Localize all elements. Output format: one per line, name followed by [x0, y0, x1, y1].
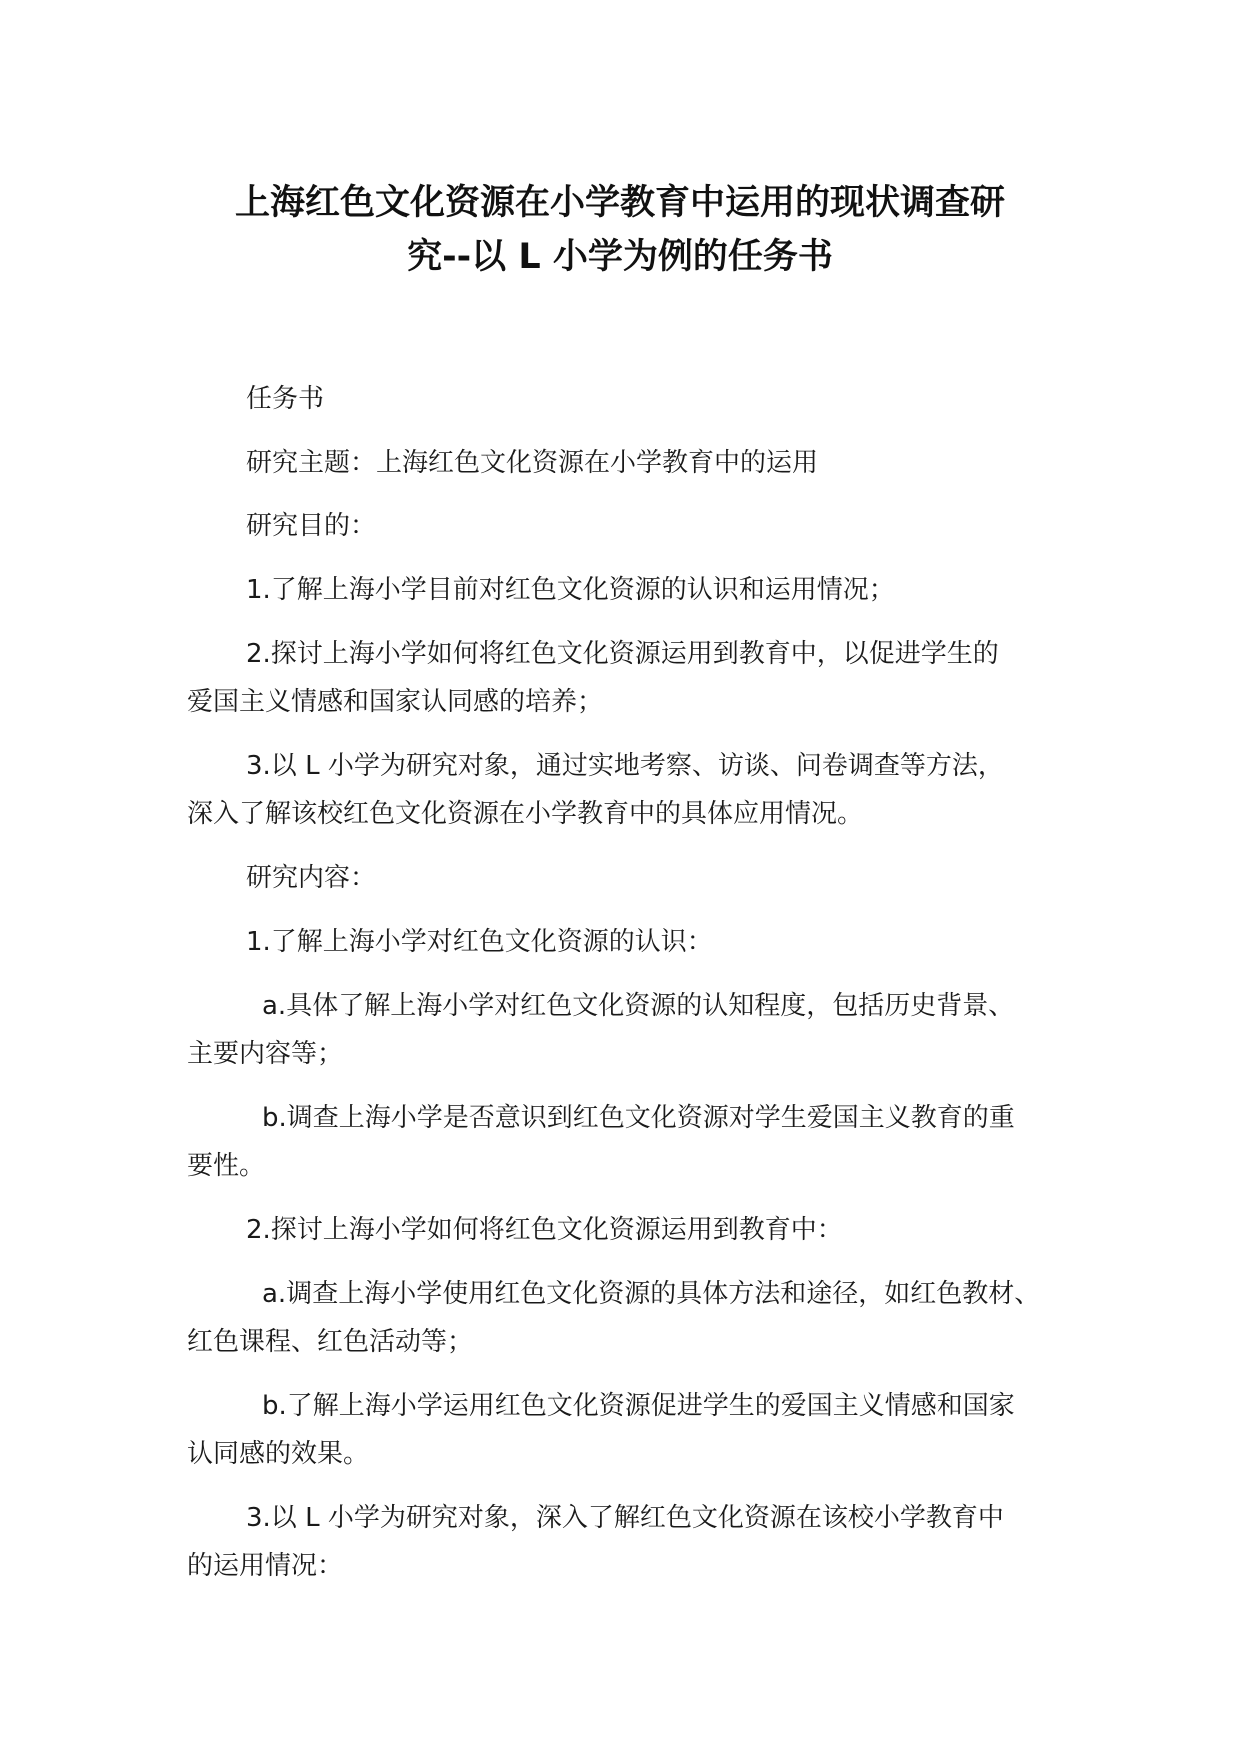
content-item-2b-line-1: b.了解上海小学运用红色文化资源促进学生的爱国主义情感和国家	[262, 1391, 1015, 1421]
purpose-item-3-line-1: 3.以 L 小学为研究对象，通过实地考察、访谈、问卷调查等方法，	[246, 751, 1004, 781]
document-title-line-1: 上海红色文化资源在小学教育中运用的现状调查研	[234, 183, 1005, 223]
research-topic: 研究主题：上海红色文化资源在小学教育中的运用	[246, 448, 819, 478]
section-heading-task-book: 任务书	[246, 384, 325, 414]
purpose-item-1: 1.了解上海小学目前对红色文化资源的认识和运用情况；	[246, 575, 895, 605]
content-item-2a-line-2: 红色课程、红色活动等；	[187, 1327, 474, 1357]
document-title-line-2: 究--以 L 小学为例的任务书	[407, 237, 833, 277]
content-item-3-line-1: 3.以 L 小学为研究对象，深入了解红色文化资源在该校小学教育中	[246, 1503, 1004, 1533]
content-item-2b-line-2: 认同感的效果。	[187, 1439, 370, 1469]
research-content-label: 研究内容：	[246, 863, 377, 893]
purpose-item-2-line-1: 2.探讨上海小学如何将红色文化资源运用到教育中，以促进学生的	[246, 639, 999, 669]
purpose-item-2-line-2: 爱国主义情感和国家认同感的培养；	[187, 687, 604, 717]
purpose-item-3-line-2: 深入了解该校红色文化资源在小学教育中的具体应用情况。	[187, 799, 864, 829]
content-item-1b-line-2: 要性。	[187, 1151, 266, 1181]
content-item-1a-line-2: 主要内容等；	[187, 1039, 344, 1069]
content-item-3-line-2: 的运用情况：	[187, 1551, 344, 1581]
content-item-1a-line-1: a.具体了解上海小学对红色文化资源的认知程度，包括历史背景、	[262, 991, 1015, 1021]
research-purpose-label: 研究目的：	[246, 511, 377, 541]
content-item-1: 1.了解上海小学对红色文化资源的认识：	[246, 927, 713, 957]
content-item-1b-line-1: b.调查上海小学是否意识到红色文化资源对学生爱国主义教育的重	[262, 1103, 1015, 1133]
content-item-2a-line-1: a.调查上海小学使用红色文化资源的具体方法和途径，如红色教材、	[262, 1279, 1041, 1309]
content-item-2: 2.探讨上海小学如何将红色文化资源运用到教育中：	[246, 1215, 843, 1245]
